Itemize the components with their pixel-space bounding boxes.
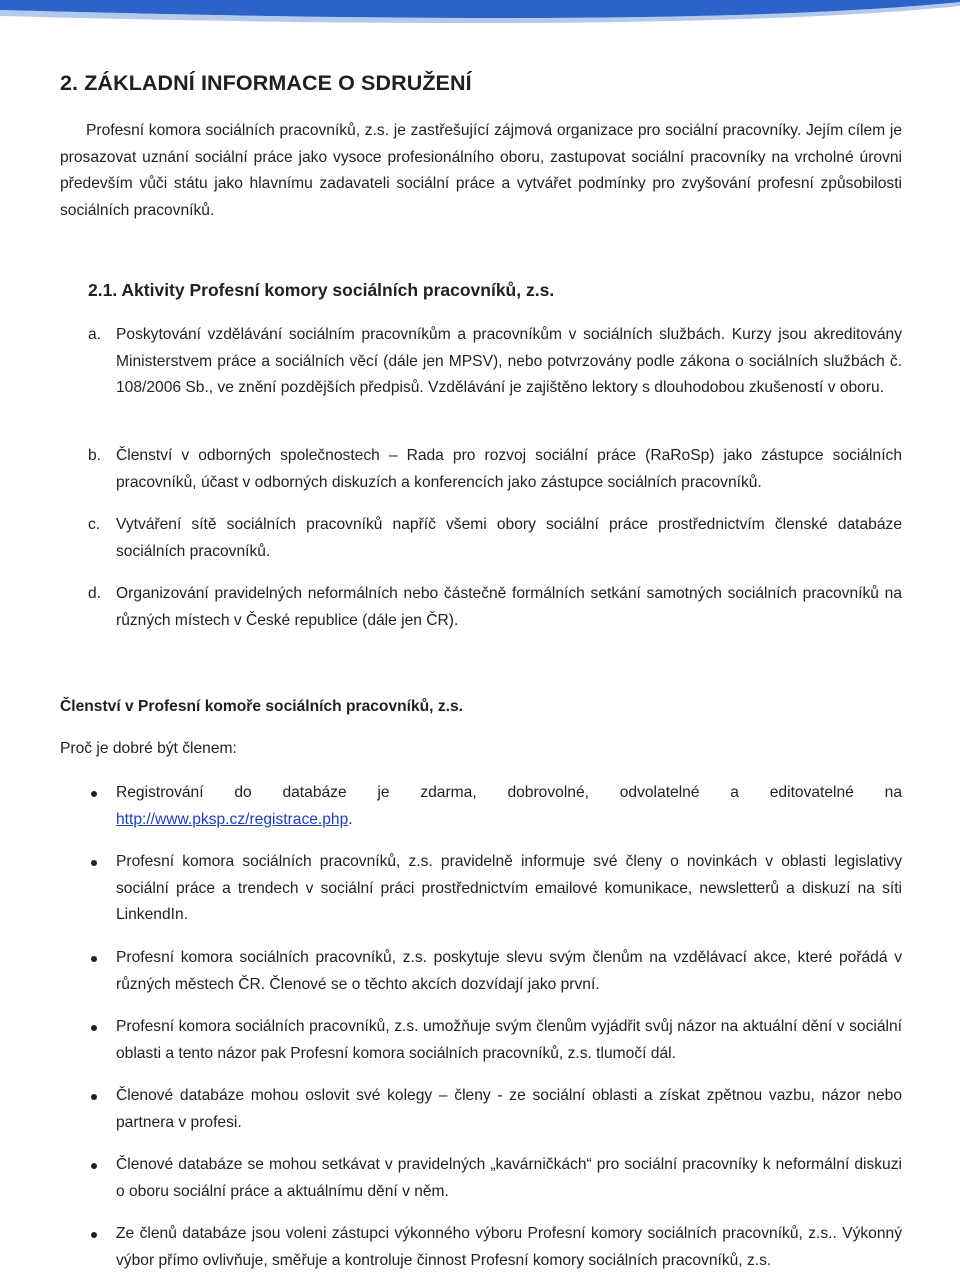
intro-text: Profesní komora sociálních pracovníků, z.s. je zastřešující zájmová organizace pro sociální pracovníky. Jejím cílem je prosazovat uznání sociální práce jako vysoce profesionálního oboru, zastupovat sociální pracovníky na vrcholné úrovni především vůči státu jako hlavnímu zadavateli sociální práce a vytvářet podmínky pro zvyšování profesní způsobilosti sociálních pracovníků. [60, 122, 902, 219]
bullet-item [88, 849, 902, 929]
bullet-dot [91, 791, 97, 797]
bullet-item [88, 1152, 902, 1205]
activity-item-d [88, 581, 902, 634]
activity-text: Poskytování vzdělávání sociálním pracovníkům a pracovníkům v sociálních službách. Kurzy jsou akreditovány Ministerstvem práce a sociálních věcí (dále jen MPSV), nebo potvrzovány podle zákona o sociálních službách č. 108/2006 Sb., ve znění pozdějších předpisů. Vzdělávání je zajištěno lektory s dlouhodobou zkušeností v oboru. [116, 326, 902, 397]
bullet-text: Profesní komora sociálních pracovníků, z.s. poskytuje slevu svým členům na vzdělávací akce, které pořádá v různých městech ČR. Členové se o těchto akcích dozvídají jako první. [116, 949, 902, 993]
bullet-dot [91, 956, 97, 962]
bullet-dot [91, 1025, 97, 1031]
bullet-item [88, 1014, 902, 1067]
bullet-item-registration [88, 780, 902, 833]
activity-label: d. [88, 585, 102, 602]
bullet-dot [91, 1094, 97, 1100]
bullet-text: Ze členů databáze jsou voleni zástupci výkonného výboru Profesní komory sociálních pracovníků, z.s.. Výkonný výbor přímo ovlivňuje, směřuje a kontroluje činnost Profesní komory sociálních pracovníků, z.s. [116, 1225, 902, 1269]
bullet-item [88, 945, 902, 998]
activity-item-c [88, 512, 902, 565]
bullet-text: Členové databáze se mohou setkávat v pravidelných „kavárničkách“ pro sociální pracovníky k neformální diskuzi o oboru sociální práce a aktuálnímu dění v něm. [116, 1156, 902, 1200]
intro-paragraph [60, 118, 902, 224]
activity-item-a [88, 322, 902, 402]
bullet-text: Členové databáze mohou oslovit své kolegy – členy - ze sociální oblasti a získat zpětnou vazbu, názor nebo partnera v profesi. [116, 1087, 902, 1131]
activity-label: a. [88, 326, 102, 343]
activity-text: Organizování pravidelných neformálních nebo částečně formálních setkání samotných sociálních pracovníků na různých místech v České republice (dále jen ČR). [116, 585, 902, 629]
bullet-text: Profesní komora sociálních pracovníků, z.s. pravidelně informuje své členy o novinkách v oblasti legislativy sociální práce a trendech v sociální práci prostřednictvím emailové komunikace, newsletterů a diskuzí na síti LinkendIn. [116, 853, 902, 924]
activity-label: b. [88, 447, 102, 464]
bullet-dot [91, 860, 97, 866]
activities-title: 2.1. Aktivity Profesní komory sociálních pracovníků, z.s. [88, 280, 555, 300]
membership-title: Členství v Profesní komoře sociálních pracovníků, z.s. [60, 698, 463, 715]
section-title: 2. ZÁKLADNÍ INFORMACE O SDRUŽENÍ [60, 71, 472, 95]
activity-text: Vytváření sítě sociálních pracovníků napříč všemi obory sociální práce prostřednictvím členské databáze sociálních pracovníků. [116, 516, 902, 560]
bullet-text-start: Registrování do databáze je zdarma, dobrovolné, odvolatelné a editovatelné na [116, 784, 902, 801]
membership-why: Proč je dobré být členem: [60, 740, 237, 757]
bullet-dot [91, 1163, 97, 1169]
bullet-dot [91, 1232, 97, 1238]
registration-link[interactable]: http://www.pksp.cz/registrace.php [116, 810, 349, 828]
bullet-item [88, 1083, 902, 1136]
header-wave-band [0, 0, 960, 30]
bullet-text-end: . [348, 810, 353, 828]
activity-item-b [88, 443, 902, 496]
bullet-text [116, 780, 902, 833]
activity-text: Členství v odborných společnostech – Rada pro rozvoj sociální práce (RaRoSp) jako zástupce sociálních pracovníků, účast v odborných diskuzích a konferencích jako zástupce sociálních pracovníků. [116, 447, 902, 491]
bullet-text: Profesní komora sociálních pracovníků, z.s. umožňuje svým členům vyjádřit svůj názor na aktuální dění v sociální oblasti a tento názor pak Profesní komora sociálních pracovníků, z.s. tlumočí dál. [116, 1018, 902, 1062]
activity-label: c. [88, 516, 101, 533]
bullet-item [88, 1221, 902, 1274]
